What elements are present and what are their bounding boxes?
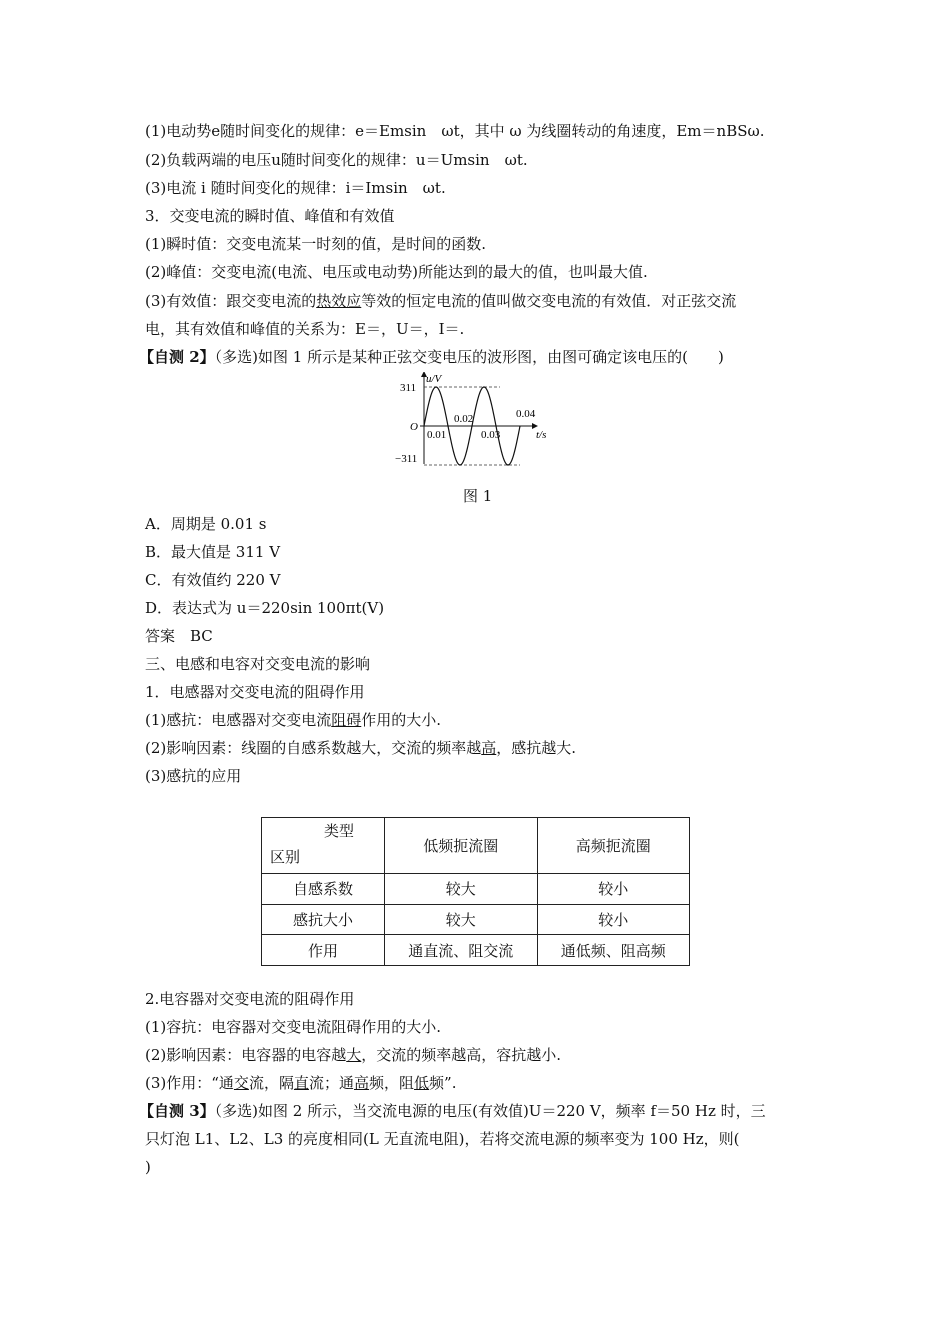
question-text: （多选)如图 1 所示是某种正弦交变电压的波形图，由图可确定该电压的( ): [214, 348, 724, 366]
text-span: 频，阻: [369, 1074, 415, 1092]
option-d: D．表达式为 u＝220sin 100πt(V): [145, 599, 385, 617]
text-line: (1)容抗：电容器对交变电流阻碍作用的大小.: [145, 1018, 442, 1036]
comparison-table: [261, 817, 690, 966]
text-line: 只灯泡 L1、L2、L3 的亮度相同(L 无直流电阻)，若将交流电源的频率变为 100 Hz，则(: [145, 1130, 740, 1148]
ymin-label: −311: [395, 453, 418, 465]
text-line: (3)感抗的应用: [145, 767, 242, 785]
row-label: 作用: [262, 935, 385, 966]
question-line: [139, 1101, 766, 1121]
waveform-figure: [380, 372, 580, 472]
text-span: 等效的恒定电流的值叫做交变电流的有效值．对正弦交流: [361, 292, 737, 310]
header-col1: 低频扼流圈: [385, 818, 538, 874]
option-b: B．最大值是 311 V: [145, 543, 281, 561]
underlined-term: 低: [414, 1074, 430, 1092]
text-line: (3)电流 i 随时间变化的规律：i＝Imsin ωt.: [145, 179, 446, 197]
underlined-term: 阻碍: [331, 711, 362, 729]
text-line: [145, 291, 736, 311]
text-line: 电，其有效值和峰值的关系为：E＝，U＝，I＝.: [145, 320, 465, 338]
text-span: ，交流的频率越高，容抗越小.: [361, 1046, 562, 1064]
underlined-term: 高: [481, 739, 497, 757]
text-span: ，感抗越大.: [496, 739, 577, 757]
text-line: [145, 1045, 561, 1065]
tick-label: 0.01: [427, 429, 447, 441]
text-span: 流；通: [308, 1074, 354, 1092]
table-cell: 较小: [537, 874, 690, 905]
underlined-term: 热效应: [316, 292, 362, 310]
answer: 答案 BC: [145, 627, 213, 645]
text-span: (3)有效值：跟交变电流的: [145, 292, 317, 310]
tick-label: 0.04: [516, 408, 536, 420]
underlined-term: 高: [353, 1074, 369, 1092]
row-label: 感抗大小: [262, 904, 385, 935]
underlined-term: 大: [346, 1046, 362, 1064]
underlined-term: 直: [293, 1074, 309, 1092]
underlined-term: 交: [233, 1074, 249, 1092]
text-span: (3)作用：“通: [145, 1074, 234, 1092]
text-line: [145, 710, 441, 730]
question-tag: 【自测 3】: [139, 1102, 215, 1120]
header-diff: 区别: [270, 848, 301, 866]
tick-label: 0.03: [481, 429, 501, 441]
header-diagonal-cell: [262, 818, 385, 874]
table-cell: 较大: [385, 904, 538, 935]
question-text: （多选)如图 2 所示，当交流电源的电压(有效值)U＝220 V，频率 f＝50 Hz 时，三: [214, 1102, 766, 1120]
option-a: A．周期是 0.01 s: [145, 515, 267, 533]
figure-caption: 图 1: [463, 487, 493, 505]
text-span: (2)影响因素：线圈的自感系数越大，交流的频率越: [145, 739, 482, 757]
subsection-heading: 2.电容器对交变电流的阻碍作用: [145, 990, 355, 1008]
origin-label: O: [410, 421, 418, 433]
question-tag: 【自测 2】: [139, 348, 215, 366]
text-span: (1)感抗：电感器对交变电流: [145, 711, 332, 729]
header-col2: 高频扼流圈: [537, 818, 690, 874]
text-line: (1)瞬时值：交变电流某一时刻的值，是时间的函数.: [145, 235, 487, 253]
question-line: [139, 347, 724, 367]
table-cell: 通低频、阻高频: [537, 935, 690, 966]
subsection-heading: 1．电感器对交变电流的阻碍作用: [145, 683, 365, 701]
text-span: 作用的大小.: [361, 711, 442, 729]
ymax-label: 311: [400, 382, 417, 394]
row-label: 自感系数: [262, 874, 385, 905]
table-cell: 较大: [385, 874, 538, 905]
section-heading: 3．交变电流的瞬时值、峰值和有效值: [145, 207, 395, 225]
table-cell: 较小: [537, 904, 690, 935]
text-line: [145, 738, 576, 758]
text-line: (2)峰值：交变电流(电流、电压或电动势)所能达到的最大的值，也叫最大值.: [145, 263, 648, 281]
text-line: ): [145, 1158, 151, 1176]
table-cell: 通直流、阻交流: [385, 935, 538, 966]
section-heading: 三、电感和电容对交变电流的影响: [145, 655, 371, 673]
text-span: 流，隔: [248, 1074, 294, 1092]
text-span: 频”.: [429, 1074, 457, 1092]
option-c: C．有效值约 220 V: [145, 571, 281, 589]
x-axis-label: t/s: [536, 429, 547, 441]
y-axis-label: u/V: [426, 373, 442, 385]
header-type: 类型: [323, 822, 354, 840]
text-line: (2)负载两端的电压u随时间变化的规律：u＝Umsin ωt.: [145, 151, 528, 169]
text-line: (1)电动势e随时间变化的规律：e＝Emsin ωt，其中 ω 为线圈转动的角速度，Em＝nBSω.: [145, 122, 765, 140]
text-line: [145, 1073, 456, 1093]
tick-label: 0.02: [454, 413, 474, 425]
text-span: (2)影响因素：电容器的电容越: [145, 1046, 347, 1064]
